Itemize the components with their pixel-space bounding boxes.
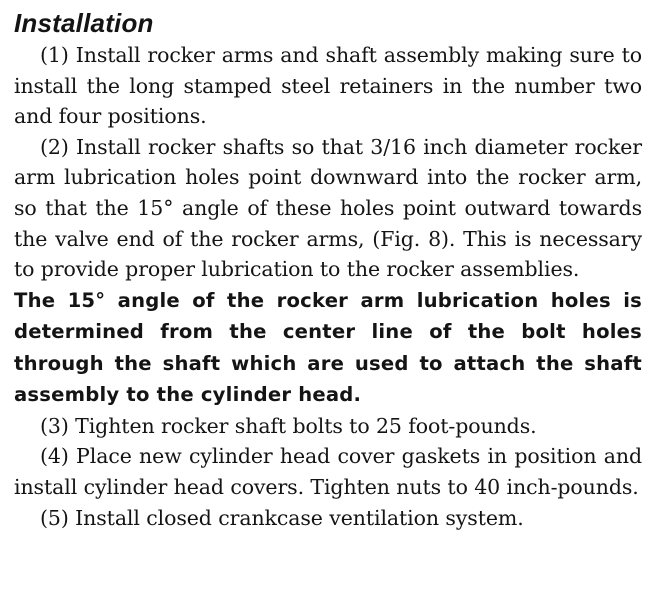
step-2-paragraph: (2) Install rocker shafts so that 3/16 inch diameter rocker arm lubrication holes point downward into the rocker arm, so that the 15° angle of these holes point outward towards the valve end of the rocker arms, (Fig. 8). This is necessary to provide proper lubrication to the rocker assemblies. [14,134,642,282]
document-page [14,6,642,533]
step-1-paragraph: (1) Install rocker arms and shaft assembly making sure to install the long stamped steel retainers in the number two and four positions. [14,43,642,129]
step-4-paragraph: (4) Place new cylinder head cover gaskets in position and install cylinder head covers. Tighten nuts to 40 inch-pounds. [14,444,642,499]
bold-note: The 15° angle of the rocker arm lubrication holes is determined from the center line of the bolt holes through the shaft which are used to attach the shaft assembly to the cylinder head. [14,288,642,407]
step-3-paragraph: (3) Tighten rocker shaft bolts to 25 foot-pounds. [40,413,537,438]
section-heading: Installation [14,8,154,38]
step-5-paragraph: (5) Install closed crankcase ventilation system. [40,505,524,530]
